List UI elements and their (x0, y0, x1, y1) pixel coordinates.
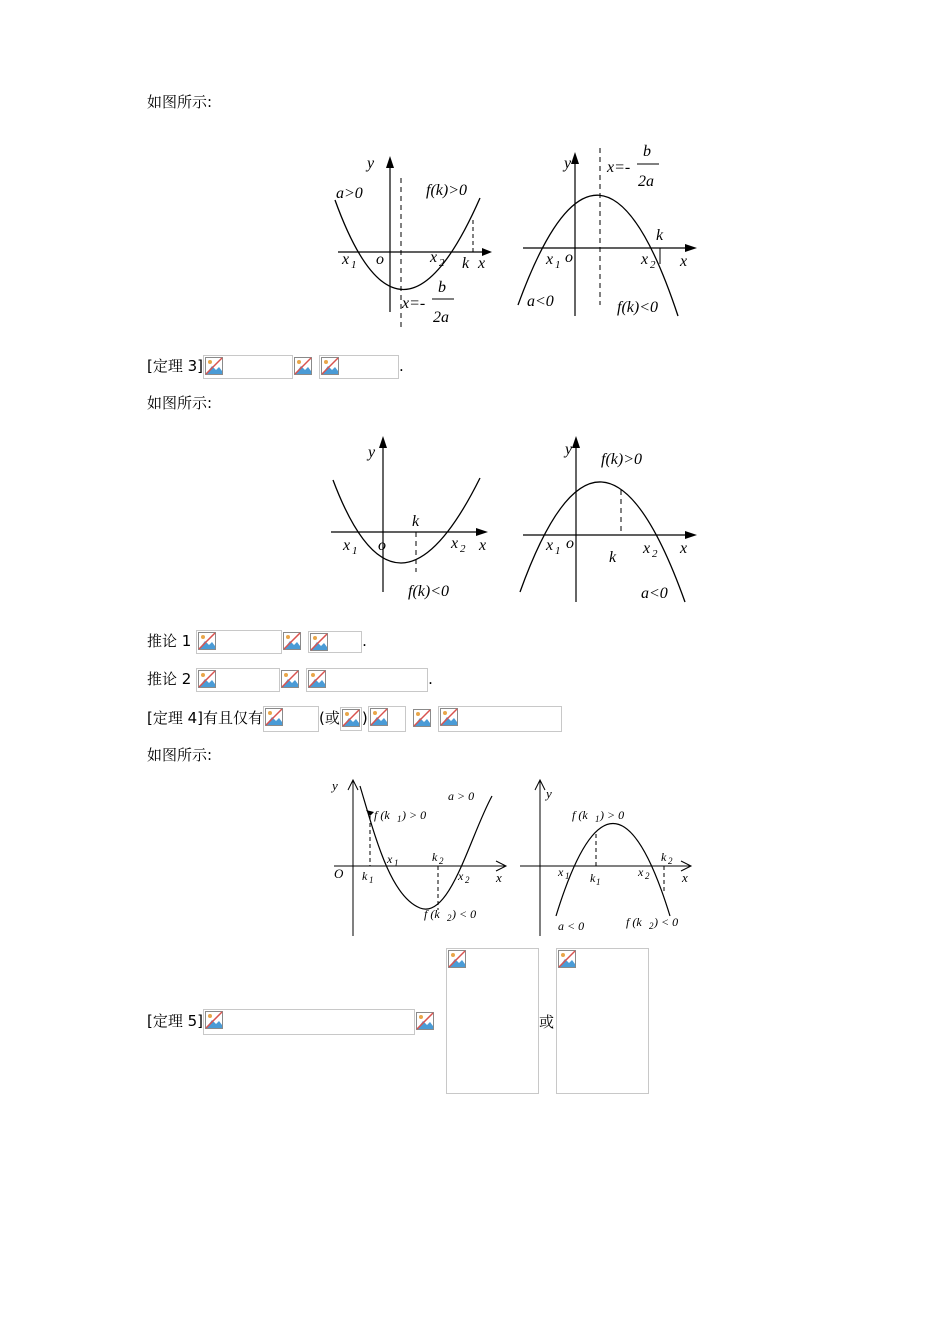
svg-text:1: 1 (565, 871, 570, 881)
figure-3-right-parabola-down (518, 776, 698, 938)
paragraph-intro-1 (147, 90, 212, 114)
origin-label: o (565, 249, 573, 266)
axis-equation-label: x=- (402, 295, 426, 312)
x2-label: x (638, 865, 644, 879)
b-numerator: b (438, 279, 446, 296)
corollary-1-line (147, 628, 367, 654)
theorem-3-label: [定理 3] (147, 357, 204, 375)
broken-image-icon (198, 632, 216, 650)
svg-text:2: 2 (649, 921, 654, 931)
formula-image-placeholder (280, 669, 302, 691)
fk2-label-end: ) < 0 (452, 907, 477, 921)
or-text: 或 (539, 1013, 555, 1031)
broken-image-icon (321, 357, 339, 375)
svg-text:1: 1 (555, 259, 561, 271)
intro-text: 如图所示: (147, 394, 213, 412)
origin-label: o (378, 537, 386, 554)
theorem-3-line (147, 353, 404, 379)
paragraph-intro-2 (147, 391, 212, 415)
svg-text:1: 1 (351, 259, 357, 271)
corollary-2-label: 推论 2 (147, 670, 192, 688)
theorem-4-label: [定理 4]有且仅有 (147, 709, 264, 727)
svg-text:1: 1 (596, 877, 601, 887)
formula-image-placeholder-tall (556, 948, 649, 1094)
k1-label: k (362, 869, 368, 883)
figure-2-left-parabola-up (328, 432, 498, 607)
a-condition-label: a>0 (336, 185, 363, 202)
corollary-2-line (147, 666, 433, 692)
formula-image-placeholder (306, 668, 428, 692)
formula-image-placeholder (412, 708, 434, 730)
fk1-label: f (k (572, 808, 588, 822)
formula-image-placeholder (196, 630, 282, 654)
formula-image-placeholder-tall (446, 948, 539, 1094)
fk2-label: f (k (424, 907, 440, 921)
theorem-5-label: [定理 5] (147, 1012, 204, 1030)
x-axis-label: x (682, 870, 688, 885)
formula-image-placeholder (293, 356, 315, 378)
figure-1-right-parabola-down (515, 140, 705, 320)
svg-text:2: 2 (439, 856, 444, 866)
broken-image-icon (205, 357, 223, 375)
svg-text:2: 2 (650, 259, 656, 271)
a-condition-label: a > 0 (448, 789, 475, 803)
origin-label: o (566, 535, 574, 552)
theorem-4-line (147, 705, 562, 731)
svg-text:2: 2 (465, 875, 470, 885)
svg-text:1: 1 (369, 875, 374, 885)
a-condition-label: a<0 (641, 585, 668, 602)
formula-image-placeholder (368, 706, 406, 732)
x1-label: x (546, 251, 554, 268)
k1-label: k (590, 871, 596, 885)
fk2-label: f (k (626, 915, 642, 929)
svg-text:2: 2 (447, 913, 452, 923)
formula-image-placeholder (438, 706, 562, 732)
svg-text:1: 1 (555, 545, 561, 557)
period: . (362, 632, 367, 650)
broken-image-icon (198, 670, 216, 688)
x2-label: x (430, 249, 438, 266)
b-numerator: b (643, 143, 651, 160)
broken-image-icon (294, 357, 312, 375)
x1-label: x (558, 865, 564, 879)
paragraph-intro-3 (147, 743, 212, 767)
x2-label: x (641, 251, 649, 268)
x1-label: x (342, 251, 350, 268)
fk2-label-end: ) < 0 (654, 915, 679, 929)
broken-image-icon (205, 1011, 223, 1029)
axis-equation-label: x=- (607, 159, 631, 176)
fk-label: f(k)<0 (408, 583, 449, 600)
fk-label: f(k)<0 (617, 299, 658, 316)
fk-label: f(k)>0 (426, 182, 467, 199)
broken-image-icon (281, 670, 299, 688)
svg-text:1: 1 (595, 814, 600, 824)
broken-image-icon (370, 708, 388, 726)
broken-image-icon (265, 708, 283, 726)
fk1-label-end: ) > 0 (402, 808, 427, 822)
k-label: k (609, 549, 617, 566)
x-axis-label: x (496, 870, 502, 885)
svg-text:2: 2 (645, 871, 650, 881)
broken-image-icon (448, 950, 466, 968)
2a-denominator: 2a (433, 309, 449, 326)
formula-image-placeholder (196, 668, 280, 692)
intro-text: 如图所示: (147, 93, 213, 111)
or-open: (或 (319, 709, 340, 727)
formula-image-placeholder (308, 631, 362, 653)
k-label: k (656, 227, 664, 244)
svg-text:1: 1 (397, 814, 402, 824)
svg-text:2: 2 (668, 856, 673, 866)
k-label: k (462, 255, 470, 272)
broken-image-icon (413, 709, 431, 727)
x-axis-label: x (479, 537, 487, 554)
formula-image-placeholder (340, 707, 362, 731)
fk1-label-end: ) > 0 (600, 808, 625, 822)
period: . (428, 670, 433, 688)
svg-text:1: 1 (352, 545, 358, 557)
x-axis-label: x (478, 255, 486, 272)
svg-text:2: 2 (460, 543, 466, 555)
k2-label: k (432, 850, 438, 864)
x2-label: x (451, 535, 459, 552)
x-axis-label: x (680, 540, 688, 557)
y-axis-label: y (565, 441, 573, 458)
x1-label: x (387, 852, 393, 866)
formula-image-placeholder (203, 1009, 415, 1035)
svg-text:2: 2 (439, 257, 445, 269)
broken-image-icon (310, 633, 328, 651)
x-axis-label: x (680, 253, 688, 270)
formula-image-placeholder (203, 355, 293, 379)
formula-image-placeholder (282, 631, 304, 653)
k-label: k (412, 513, 420, 530)
y-axis-label: y (546, 786, 552, 801)
broken-image-icon (283, 632, 301, 650)
a-condition-label: a < 0 (558, 919, 585, 933)
a-condition-label: a<0 (527, 293, 554, 310)
figure-2-right-parabola-down (515, 432, 705, 607)
broken-image-icon (308, 670, 326, 688)
fk-label: f(k)>0 (601, 451, 642, 468)
period: . (399, 357, 404, 375)
y-axis-label: y (332, 778, 338, 793)
x1-label: x (343, 537, 351, 554)
origin-label: o (376, 251, 384, 268)
origin-label: O (334, 866, 344, 881)
svg-text:1: 1 (394, 858, 399, 868)
formula-image-placeholder (319, 355, 399, 379)
y-axis-label: y (367, 155, 375, 172)
y-axis-label: y (368, 444, 376, 461)
broken-image-icon (440, 708, 458, 726)
corollary-1-label: 推论 1 (147, 632, 192, 650)
fk1-label: f (k (374, 808, 390, 822)
x2-label: x (643, 540, 651, 557)
svg-text:2: 2 (652, 548, 658, 560)
formula-image-placeholder (415, 1011, 437, 1033)
x1-label: x (546, 537, 554, 554)
figure-1-left-parabola-up (330, 150, 500, 330)
theorem-5-line (147, 1008, 437, 1034)
figure-3-left-cubic (330, 776, 515, 938)
intro-text: 如图所示: (147, 746, 213, 764)
or-close: ) (361, 709, 368, 727)
broken-image-icon (342, 709, 360, 727)
broken-image-icon (416, 1012, 434, 1030)
formula-image-placeholder (263, 706, 319, 732)
x2-label: x (458, 869, 464, 883)
broken-image-icon (558, 950, 576, 968)
k2-label: k (661, 850, 667, 864)
2a-denominator: 2a (638, 173, 654, 190)
y-axis-label: y (564, 155, 572, 172)
